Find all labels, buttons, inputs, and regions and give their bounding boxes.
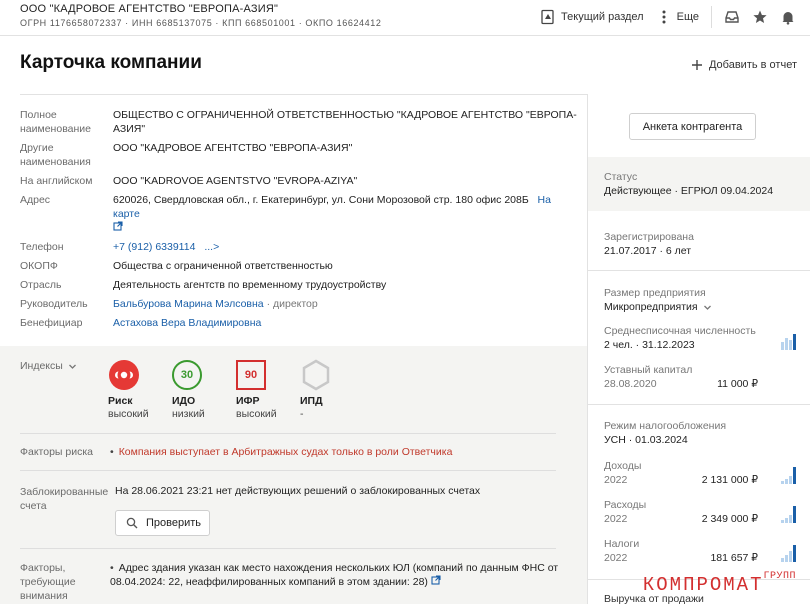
blocked-accounts-text: На 28.06.2021 23:21 нет действующих решений о заблокированных счетах [115,485,481,497]
more-label: Еще [676,11,699,23]
detail-label: На английском [20,175,93,187]
detail-label: Телефон [20,241,64,254]
size-label: Размер предприятия [604,287,706,299]
size-value: Микропредприятия [604,301,698,313]
phone-link[interactable]: +7 (912) 6339114 [113,241,196,254]
index-ifr[interactable] [236,360,282,420]
registered-value: 21.07.2017 · 6 лет [604,245,692,257]
check-button-label: Проверить [145,517,201,529]
company-codes: ОГРН 1176658072337 · ИНН 6685137075 · КПП 668501001 · ОКПО 16624412 [20,18,382,28]
index-name: ИПД [300,395,323,407]
company-short-name: ООО "КАДРОВОЕ АГЕНТСТВО "ЕВРОПА-АЗИЯ" [20,3,279,15]
detail-label: Отрасль [20,279,62,292]
english-name-value: ООО "KADROVOE AGENTSTVO "EVROPA-AZIYA" [113,175,358,187]
full-name-value: ОБЩЕСТВО С ОГРАНИЧЕННОЙ ОТВЕТСТВЕННОСТЬЮ "КАДРОВОЕ АГЕНТСТВО "ЕВРОПА-АЗИЯ" [113,109,577,135]
detail-label: ОКОПФ [20,260,58,273]
detail-row-okopf [20,259,580,273]
beneficiary-link[interactable]: Астахова Вера Владимировна [113,317,262,330]
income-mini-chart[interactable] [781,466,796,484]
headcount-label: Среднесписочная численность [604,325,756,337]
detail-label: Полное наименование [20,109,92,135]
address-value [113,193,580,235]
counterparty-form-button[interactable]: Анкета контрагента [629,113,756,140]
divider [20,433,556,434]
external-link-icon[interactable] [113,221,123,235]
detail-row-beneficiary [20,316,580,330]
other-names-value: ООО "КАДРОВОЕ АГЕНТСТВО "ЕВРОПА-АЗИЯ" [113,142,353,154]
expenses-value: 2 349 000 ₽ [701,513,758,525]
status-value: Действующее · ЕГРЮЛ 09.04.2024 [604,185,774,197]
bullet: • [110,562,114,574]
company-sidebar [587,94,810,604]
hexagon-icon [300,359,332,391]
index-risk[interactable] [108,360,154,420]
company-details [20,108,580,335]
detail-row-head [20,297,580,311]
index-level: высокий [236,408,277,420]
blocked-accounts-label: Заблокированные счета [20,486,109,512]
address-text: 620026, Свердловская обл., г. Екатеринбург, ул. Сони Морозовой стр. 180 офис 208Б [113,194,529,206]
search-icon [124,515,140,531]
risk-factors-label: Факторы риска [20,446,93,458]
income-label: Доходы [604,460,642,472]
capital-label: Уставный капитал [604,364,693,376]
capital-value: 11 000 ₽ [717,378,758,390]
top-actions [540,6,796,28]
size-dropdown[interactable] [604,301,712,313]
more-phones-button[interactable]: ...> [204,241,220,254]
more-button[interactable] [656,9,699,25]
index-name: ИФР [236,395,260,407]
detail-label: Адрес [20,194,51,206]
risk-circle-icon [108,359,140,391]
tax-regime-value: УСН · 01.03.2024 [604,434,688,446]
index-ipd[interactable] [300,360,346,420]
current-section-button[interactable] [540,9,644,25]
map-link[interactable]: На карте [113,194,551,220]
income-value: 2 131 000 ₽ [701,474,758,486]
risk-factor-text: Компания выступает в Арбитражных судах только в роли Ответчика [118,446,453,458]
head-role: · директор [263,298,318,311]
taxes-label: Налоги [604,538,640,550]
chevron-down-icon [68,362,77,371]
star-icon[interactable] [752,9,768,25]
divider [20,94,587,95]
income-year: 2022 [604,474,628,486]
divider [588,404,810,405]
status-label: Статус [604,171,638,183]
attention-factors-label: Факторы, требующие внимания [20,562,76,602]
detail-row-full-name [20,108,580,136]
indices-toggle[interactable] [20,360,77,372]
head-name-link[interactable]: Бальбурова Марина Мэлсовна [113,298,264,311]
taxes-value: 181 657 ₽ [710,552,758,564]
indices-label: Индексы [20,360,63,372]
headcount-mini-chart[interactable] [781,332,796,350]
revenue-label: Выручка от продажи [604,593,704,604]
detail-row-other-names [20,141,580,169]
risk-factor-item [110,446,452,458]
indices-list [108,360,346,420]
taxes-year: 2022 [604,552,628,564]
index-level: высокий [108,408,149,420]
plus-icon [689,57,705,73]
tax-regime-label: Режим налогообложения [604,420,727,432]
watermark-logo [643,571,796,596]
attention-factor-text: Адрес здания указан как место нахождения нескольких ЮЛ (компаний по данным ФНС от 08.04.2024: 22, неаффилированных компаний в этом здании: 28) [110,562,559,588]
registered-label: Зарегистрирована [604,231,694,243]
watermark-text: КОМПРОМАТ [642,574,764,596]
divider [588,270,810,271]
external-link-icon[interactable] [431,575,441,589]
index-ido[interactable] [172,360,218,420]
okopf-value: Общества с ограниченной ответственностью [113,260,333,273]
bullet: • [110,446,114,458]
pdf-export-icon [540,9,556,25]
capital-date: 28.08.2020 [604,378,657,390]
detail-label: Другие наименования [20,142,91,168]
index-level: низкий [172,408,205,420]
chevron-down-icon [703,303,712,312]
index-name: Риск [108,395,133,407]
watermark-sup: ГРУПП [763,571,796,582]
status-box [588,157,810,211]
ifr-badge: 90 [236,360,266,390]
detail-row-industry [20,278,580,292]
divider [20,470,556,471]
detail-label: Бенефициар [20,317,83,330]
vertical-dots-icon [656,9,672,25]
index-level: - [300,408,304,420]
detail-row-address [20,193,580,235]
attention-factor-item [110,561,560,589]
expenses-mini-chart[interactable] [781,505,796,523]
expenses-label: Расходы [604,499,647,511]
ido-badge: 30 [172,360,202,390]
add-to-report-button[interactable] [689,57,797,73]
detail-label: Руководитель [20,298,88,311]
page-title: Карточка компании [20,52,202,73]
industry-value: Деятельность агентств по временному трудоустройству [113,279,387,292]
check-button[interactable] [115,510,210,536]
taxes-mini-chart[interactable] [781,544,796,562]
bell-icon[interactable] [780,9,796,25]
index-name: ИДО [172,395,196,407]
headcount-value: 2 чел. · 31.12.2023 [604,339,695,351]
add-to-report-label: Добавить в отчет [708,59,797,71]
expenses-year: 2022 [604,513,628,525]
top-bar [0,0,810,36]
inbox-icon[interactable] [724,9,740,25]
detail-row-english [20,174,580,188]
current-section-label: Текущий раздел [561,11,644,23]
divider [20,548,556,549]
detail-row-phone [20,240,580,254]
divider [711,6,712,28]
